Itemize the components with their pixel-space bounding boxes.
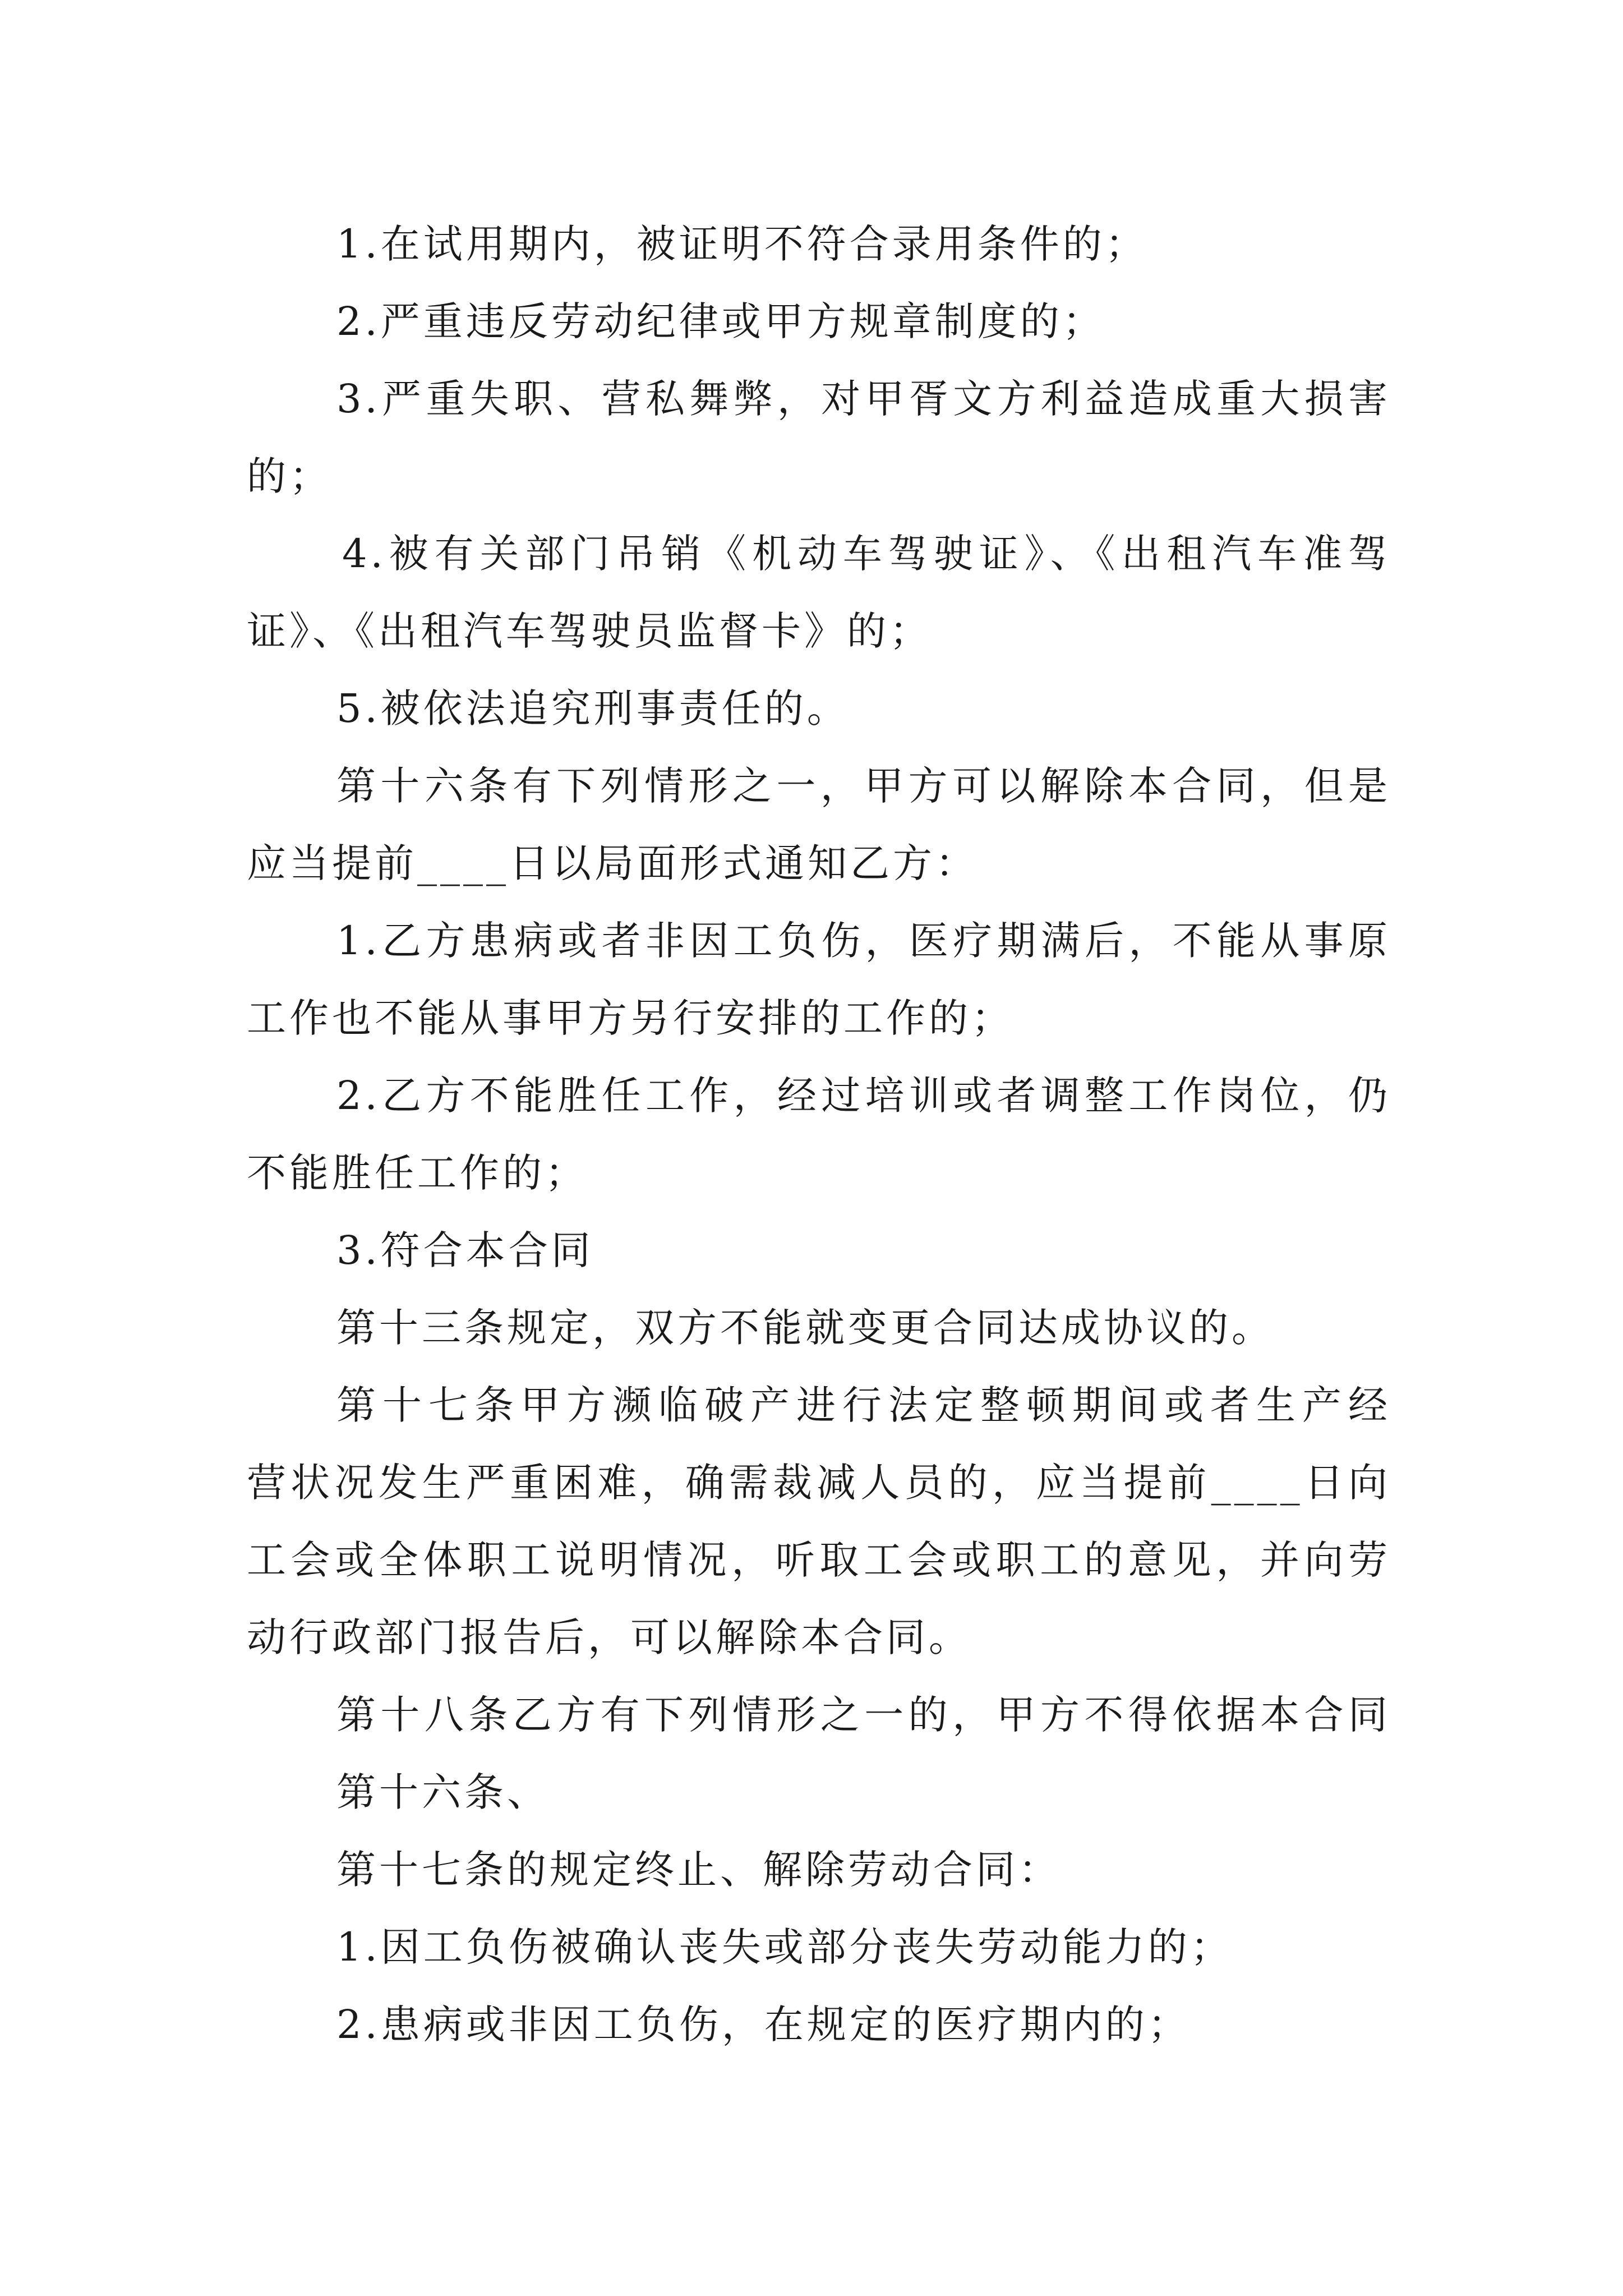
clause-15-item-5: 5.被依法追究刑事责任的。 (336, 685, 850, 731)
clause-15-item-2: 2.严重违反劳动纪律或甲方规章制度的； (336, 298, 1105, 344)
clause-16-item-2-line-1: 2.乙方不能胜任工作，经过培训或者调整工作岗位，仍 (336, 1073, 1391, 1119)
clause-18-item-1: 1.因工负伤被确认丧失或部分丧失劳动能力的； (336, 1924, 1233, 1970)
clause-18-line-3: 第十七条的规定终止、解除劳动合同： (336, 1847, 1061, 1893)
clause-16-item-1-line-1: 1.乙方患病或者非因工负伤，医疗期满后，不能从事原 (336, 918, 1391, 964)
clause-18-line-2: 第十六条、 (336, 1769, 550, 1815)
clause-16-item-2-line-2: 不能胜任工作的； (247, 1150, 588, 1196)
clause-16-item-1-line-2: 工作也不能从事甲方另行安排的工作的； (247, 995, 1014, 1041)
clause-16-item-3-line-2: 第十三条规定，双方不能就变更合同达成协议的。 (336, 1305, 1274, 1351)
clause-17-line-3: 工会或全体职工说明情况，听取工会或职工的意见，并向劳 (247, 1537, 1391, 1583)
clause-17-line-2: 营状况发生严重困难，确需裁减人员的，应当提前____日向 (247, 1460, 1391, 1506)
clause-16-item-3-line-1: 3.符合本合同 (336, 1227, 594, 1273)
clause-17-line-4: 动行政部门报告后，可以解除本合同。 (247, 1614, 971, 1660)
clause-18-item-2: 2.患病或非因工负伤，在规定的医疗期内的； (336, 2001, 1191, 2047)
clause-16-line-1: 第十六条有下列情形之一，甲方可以解除本合同，但是 (336, 763, 1391, 809)
clause-17-line-1: 第十七条甲方濒临破产进行法定整顿期间或者生产经 (336, 1382, 1391, 1428)
clause-16-line-2: 应当提前____日以局面形式通知乙方： (247, 840, 978, 886)
clause-15-item-3-line-1: 3.严重失职、营私舞弊，对甲胥文方利益造成重大损害 (336, 376, 1391, 422)
clause-15-item-1: 1.在试用期内，被证明不符合录用条件的； (336, 221, 1148, 267)
clause-15-item-4-line-1: 4.被有关部门吊销《机动车驾驶证》、《出租汽车准驾 (342, 531, 1391, 577)
clause-15-item-3-line-2: 的； (247, 453, 332, 499)
clause-18-line-1: 第十八条乙方有下列情形之一的，甲方不得依据本合同 (336, 1692, 1391, 1738)
clause-15-item-4-line-2: 证》、《出租汽车驾驶员监督卡》的； (247, 608, 932, 654)
